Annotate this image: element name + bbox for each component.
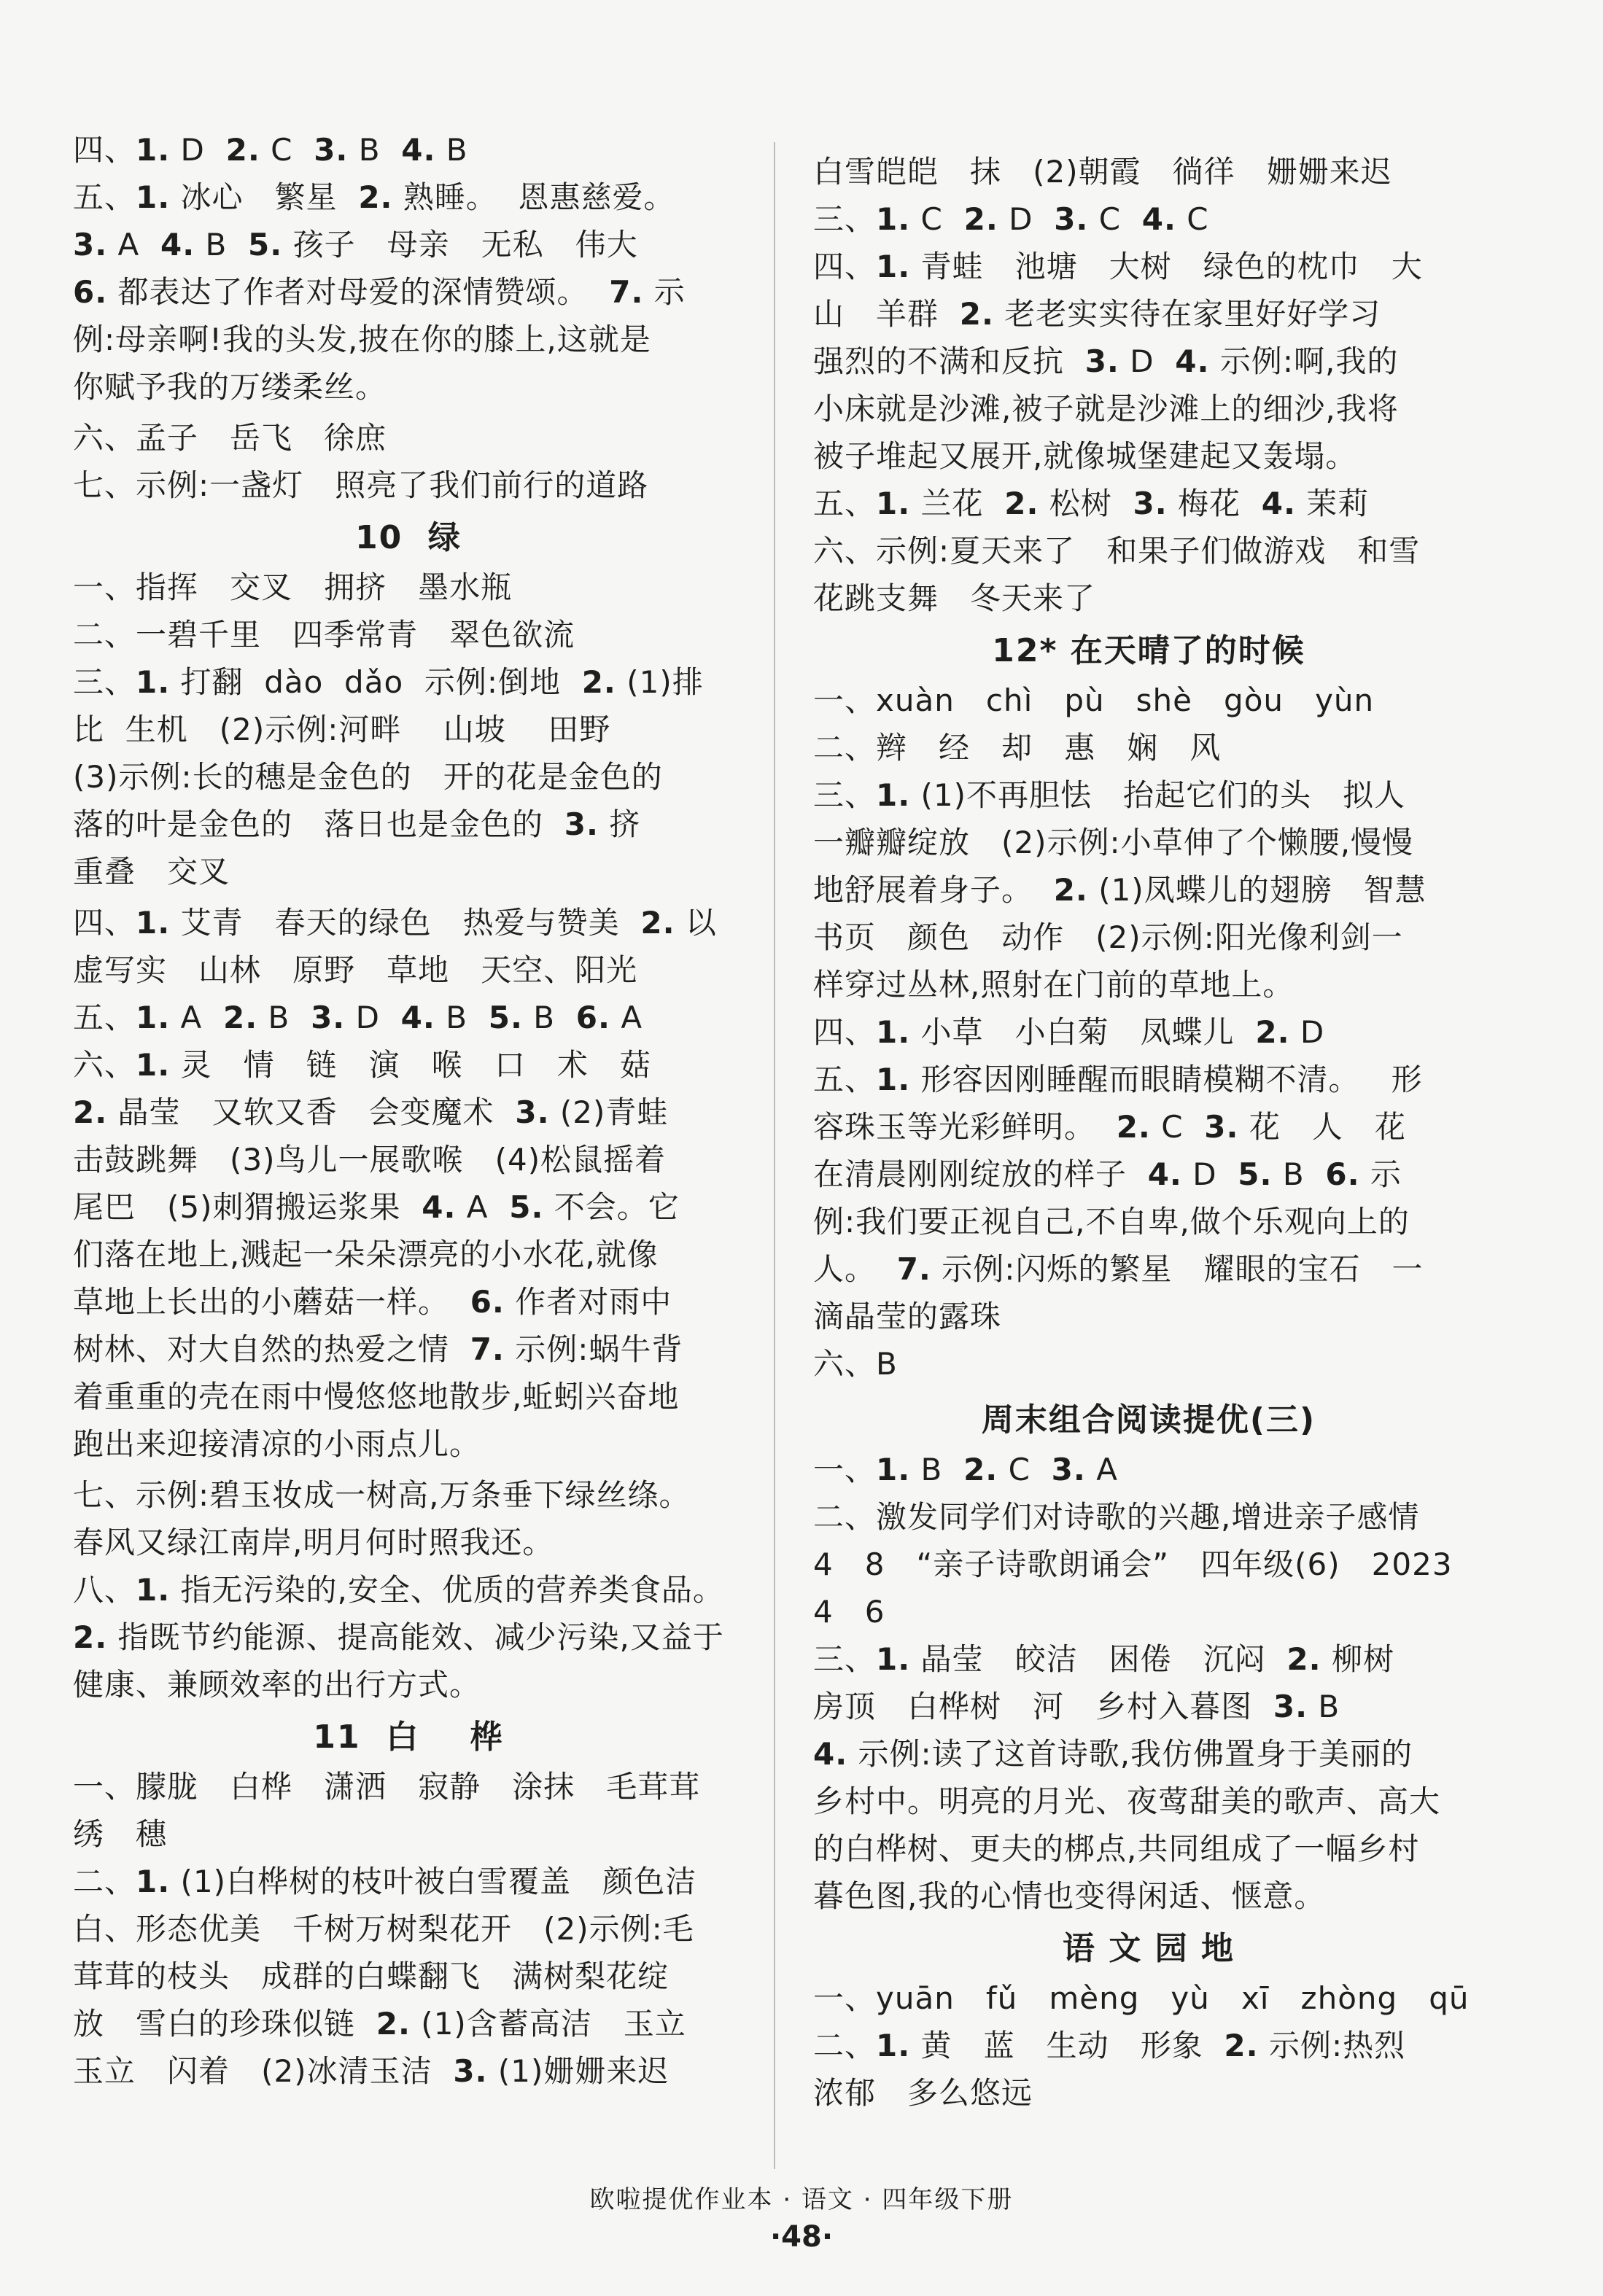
item-number: 2. bbox=[223, 1000, 258, 1035]
item-number: 3. bbox=[1051, 1452, 1086, 1487]
answer-text: 以 bbox=[675, 905, 717, 941]
answer-text: D bbox=[345, 1000, 401, 1035]
answer-line bbox=[813, 1012, 1324, 1053]
answer-text: 兰花 bbox=[910, 486, 1005, 521]
answer-line bbox=[813, 1876, 1325, 1917]
item-number: 1. bbox=[876, 486, 911, 521]
item-number: 4. bbox=[1175, 343, 1210, 379]
answer-line bbox=[813, 1686, 1340, 1727]
answer-line bbox=[73, 709, 610, 750]
answer-text: D bbox=[998, 201, 1055, 237]
item-number: 2. bbox=[963, 201, 998, 237]
answer-text: 你赋予我的万缕柔丝。 bbox=[73, 369, 387, 405]
answer-line bbox=[73, 1522, 554, 1563]
answer-text: 五、 bbox=[813, 1062, 877, 1097]
footer-book-title: 欧啦提优作业本 · 语文 · 四年级下册 bbox=[589, 2185, 1014, 2214]
answer-text: D bbox=[1181, 1156, 1238, 1192]
answer-line bbox=[73, 1282, 672, 1323]
answer-line bbox=[73, 1475, 691, 1516]
item-number: 2. bbox=[581, 664, 616, 700]
answer-line bbox=[73, 1617, 724, 1658]
answer-text: 一、yuān fǔ mèng yù xī zhòng qū bbox=[813, 1980, 1470, 2016]
answer-text: 三、 bbox=[813, 201, 877, 237]
item-number: 2. bbox=[959, 296, 994, 332]
item-number: 2. bbox=[1224, 2028, 1259, 2063]
answer-text: 书页 颜色 动作 (2)示例:阳光像利剑一 bbox=[813, 919, 1403, 955]
answer-text: 比 生机 (2)示例:河畔 山坡 田野 bbox=[73, 712, 611, 747]
answer-line bbox=[73, 1861, 696, 1902]
answer-text: B bbox=[1272, 1156, 1326, 1192]
item-number: 2. bbox=[376, 2006, 411, 2042]
answer-text: 重叠 交叉 bbox=[73, 854, 230, 890]
answer-text: 花 人 花 bbox=[1238, 1109, 1406, 1145]
answer-text: (1)含蓄高洁 玉立 bbox=[410, 2006, 686, 2042]
answer-line bbox=[813, 822, 1413, 863]
item-number: 1. bbox=[876, 2028, 911, 2063]
item-number: 1. bbox=[876, 1014, 911, 1050]
item-number: 2. bbox=[640, 905, 675, 941]
answer-line bbox=[73, 2004, 686, 2044]
answer-line bbox=[73, 567, 512, 608]
answer-text: 树林、对大自然的热爱之情 bbox=[73, 1331, 470, 1367]
answer-text: 六、B bbox=[813, 1346, 898, 1382]
answer-text: 山 羊群 bbox=[813, 296, 960, 332]
answer-text: 老老实实待在家里好好学习 bbox=[993, 296, 1381, 332]
answer-text: 示例:热烈 bbox=[1258, 2028, 1406, 2063]
item-number: 1. bbox=[136, 1000, 171, 1035]
answer-text: B bbox=[435, 132, 468, 168]
answer-text: B bbox=[910, 1452, 964, 1487]
item-number: 3. bbox=[515, 1094, 550, 1130]
item-number: 3. bbox=[564, 806, 599, 842]
item-number: 4. bbox=[401, 132, 436, 168]
item-number: 3. bbox=[1204, 1109, 1239, 1145]
answer-text: 容珠玉等光彩鲜明。 bbox=[813, 1109, 1117, 1145]
answer-text: 三、 bbox=[73, 664, 136, 700]
item-number: 3. bbox=[311, 1000, 346, 1035]
answer-text: C bbox=[910, 201, 964, 237]
answer-text: 小草 小白菊 凤蝶儿 bbox=[910, 1014, 1256, 1050]
answer-text: 都表达了作者对母爱的深情赞颂。 bbox=[107, 274, 610, 310]
answer-text: 落的叶是金色的 落日也是金色的 bbox=[73, 806, 564, 842]
answer-text: 强烈的不满和反抗 bbox=[813, 343, 1085, 379]
item-number: 2. bbox=[963, 1452, 998, 1487]
answer-text: 例:母亲啊!我的头发,披在你的膝上,这就是 bbox=[73, 322, 651, 357]
answer-line bbox=[813, 1344, 898, 1385]
answer-text: C bbox=[1176, 201, 1209, 237]
item-number: 1. bbox=[876, 201, 911, 237]
answer-text: 松树 bbox=[1039, 486, 1133, 521]
answer-line bbox=[813, 294, 1381, 335]
answer-line bbox=[813, 728, 1221, 768]
item-number: 2. bbox=[1053, 872, 1088, 908]
answer-line bbox=[813, 436, 1356, 477]
answer-line bbox=[813, 1059, 1423, 1100]
answer-line bbox=[813, 1592, 885, 1633]
answer-text: 绣 穗 bbox=[73, 1816, 168, 1852]
answer-line bbox=[73, 130, 468, 171]
answer-text: (1)不再胆怯 抬起它们的头 拟人 bbox=[910, 777, 1406, 813]
answer-line bbox=[73, 1956, 669, 1997]
answer-line bbox=[813, 341, 1398, 382]
answer-text: 的白桦树、更夫的梆点,共同组成了一幅乡村 bbox=[813, 1831, 1420, 1867]
answer-text: 四、 bbox=[73, 132, 136, 168]
answer-line bbox=[73, 1909, 694, 1950]
item-number: 2. bbox=[225, 132, 260, 168]
answer-text: 滴晶莹的露珠 bbox=[813, 1299, 1002, 1334]
answer-text: 白、形态优美 千树万树梨花开 (2)示例:毛 bbox=[73, 1911, 694, 1947]
item-number: 7. bbox=[609, 274, 644, 310]
section-heading: 12* 在天晴了的时候 bbox=[992, 632, 1305, 669]
item-number: 6. bbox=[470, 1284, 505, 1320]
answer-line bbox=[73, 1767, 700, 1807]
column-divider bbox=[774, 142, 775, 2169]
item-number: 1. bbox=[136, 664, 171, 700]
answer-line bbox=[73, 177, 675, 218]
answer-text: C bbox=[260, 132, 314, 168]
answer-line bbox=[73, 615, 575, 655]
answer-text: 春风又绿江南岸,明月何时照我还。 bbox=[73, 1525, 554, 1560]
answer-line bbox=[813, 1107, 1406, 1148]
item-number: 4. bbox=[1147, 1156, 1182, 1192]
answer-line bbox=[73, 225, 638, 265]
answer-text: (2)青蛙 bbox=[549, 1094, 669, 1130]
item-number: 7. bbox=[470, 1331, 505, 1367]
answer-text: 地舒展着身子。 bbox=[813, 872, 1054, 908]
answer-text: C bbox=[1150, 1109, 1205, 1145]
answer-line bbox=[813, 246, 1423, 287]
answer-line bbox=[73, 1570, 724, 1611]
answer-text: 二、 bbox=[73, 1864, 136, 1899]
answer-line bbox=[813, 1296, 1001, 1337]
answer-line bbox=[73, 418, 387, 459]
answer-text: 被子堆起又展开,就像城堡建起又轰塌。 bbox=[813, 438, 1357, 474]
answer-text: 健康、兼顾效率的出行方式。 bbox=[73, 1667, 481, 1702]
answer-line bbox=[73, 272, 686, 313]
answer-text: 花跳支舞 冬天来了 bbox=[813, 580, 1096, 616]
answer-text: 六、示例:夏天来了 和果子们做游戏 和雪 bbox=[813, 533, 1421, 569]
item-number: 4. bbox=[1261, 486, 1296, 521]
item-number: 4. bbox=[422, 1189, 457, 1225]
answer-text: B bbox=[435, 1000, 489, 1035]
answer-text: 一、指挥 交叉 拥挤 墨水瓶 bbox=[73, 569, 513, 605]
answer-text: 二、一碧千里 四季常青 翠色欲流 bbox=[73, 617, 575, 653]
answer-text: 在清晨刚刚绽放的样子 bbox=[813, 1156, 1148, 1192]
answer-line bbox=[813, 199, 1209, 240]
item-number: 3. bbox=[1084, 343, 1119, 379]
answer-text: 草地上长出的小蘑菇一样。 bbox=[73, 1284, 470, 1320]
answer-text: C bbox=[998, 1452, 1052, 1487]
answer-line bbox=[813, 578, 1095, 619]
answer-text: A bbox=[456, 1189, 510, 1225]
item-number: 2. bbox=[358, 179, 393, 215]
answer-text: B bbox=[257, 1000, 311, 1035]
answer-text: 一瓣瓣绽放 (2)示例:小草伸了个懒腰,慢慢 bbox=[813, 825, 1414, 860]
answer-text: 示例:啊,我的 bbox=[1209, 343, 1399, 379]
answer-text: (3)示例:长的穗是金色的 开的花是金色的 bbox=[73, 759, 663, 795]
answer-line bbox=[813, 1449, 1118, 1490]
answer-line bbox=[813, 1829, 1419, 1869]
item-number: 2. bbox=[1286, 1641, 1321, 1677]
answer-line bbox=[73, 852, 230, 892]
answer-text: 一、xuàn chì pù shè gòu yùn bbox=[813, 682, 1375, 718]
answer-text: 柳树 bbox=[1321, 1641, 1394, 1677]
answer-text: 示 bbox=[643, 274, 686, 310]
answer-line bbox=[73, 1814, 167, 1855]
answer-text: 茉莉 bbox=[1295, 486, 1370, 521]
answer-line bbox=[73, 1045, 651, 1086]
answer-text: 青蛙 池塘 大树 绿色的枕巾 大 bbox=[910, 249, 1423, 284]
answer-text: 乡村中。明亮的月光、夜莺甜美的歌声、高大 bbox=[813, 1783, 1441, 1819]
item-number: 2. bbox=[1255, 1014, 1290, 1050]
item-number: 1. bbox=[876, 777, 911, 813]
answer-line bbox=[73, 465, 648, 506]
answer-line bbox=[813, 483, 1369, 524]
answer-line bbox=[813, 680, 1374, 721]
answer-text: 二、 bbox=[813, 2028, 877, 2063]
section-heading: 10 绿 bbox=[355, 519, 462, 556]
item-number: 3. bbox=[73, 227, 108, 262]
answer-line bbox=[813, 917, 1403, 958]
answer-text: 玉立 闪着 (2)冰清玉洁 bbox=[73, 2053, 454, 2089]
answer-text: 4 8 “亲子诗歌朗诵会” 四年级(6) 2023 bbox=[813, 1546, 1453, 1582]
item-number: 2. bbox=[1004, 486, 1039, 521]
answer-line bbox=[73, 1187, 680, 1228]
item-number: 3. bbox=[1054, 201, 1089, 237]
answer-text: 晶莹 又软又香 会变魔术 bbox=[107, 1094, 516, 1130]
answer-line bbox=[73, 1665, 481, 1705]
section-heading: 11 白 桦 bbox=[313, 1719, 504, 1756]
answer-text: 示例:读了这首诗歌,我仿佛置身于美丽的 bbox=[847, 1736, 1413, 1772]
answer-text: 五、 bbox=[813, 486, 877, 521]
answer-text: A bbox=[170, 1000, 223, 1035]
answer-text: C bbox=[1088, 201, 1142, 237]
answer-line bbox=[73, 1234, 659, 1275]
item-number: 1. bbox=[876, 249, 911, 284]
answer-text: 六、孟子 岳飞 徐庶 bbox=[73, 420, 387, 456]
answer-line bbox=[73, 1140, 666, 1180]
answer-text: (1)姗姗来迟 bbox=[487, 2053, 669, 2089]
answer-text: 五、 bbox=[73, 1000, 136, 1035]
answer-text: 们落在地上,溅起一朵朵漂亮的小水花,就像 bbox=[73, 1237, 659, 1272]
answer-text: 孩子 母亲 无私 伟大 bbox=[282, 227, 638, 262]
answer-line bbox=[73, 950, 637, 991]
answer-text: 示 bbox=[1359, 1156, 1402, 1192]
item-number: 6. bbox=[1325, 1156, 1360, 1192]
answer-line bbox=[813, 1154, 1402, 1195]
item-number: 4. bbox=[160, 227, 195, 262]
answer-text: 熟睡。 恩惠慈爱。 bbox=[392, 179, 675, 215]
answer-text: 击鼓跳舞 (3)鸟儿一展歌喉 (4)松鼠摇着 bbox=[73, 1142, 667, 1178]
answer-text: 尾巴 (5)刺猬搬运浆果 bbox=[73, 1189, 422, 1225]
item-number: 5. bbox=[1238, 1156, 1273, 1192]
answer-text: D bbox=[1289, 1014, 1325, 1050]
item-number: 1. bbox=[876, 1062, 911, 1097]
answer-line bbox=[73, 804, 640, 845]
answer-text: D bbox=[1119, 343, 1176, 379]
answer-line bbox=[813, 531, 1420, 572]
item-number: 1. bbox=[136, 1047, 171, 1083]
answer-text: 4 6 bbox=[813, 1594, 885, 1630]
answer-text: 浓郁 多么悠远 bbox=[813, 2075, 1033, 2111]
answer-line bbox=[73, 367, 387, 408]
item-number: 6. bbox=[73, 274, 108, 310]
answer-text: 指既节约能源、提高能效、减少污染,又益于 bbox=[107, 1619, 724, 1655]
answer-text: (1)白桦树的枝叶被白雪覆盖 颜色洁 bbox=[170, 1864, 697, 1899]
item-number: 3. bbox=[453, 2053, 488, 2089]
item-number: 3. bbox=[314, 132, 349, 168]
answer-text: 七、示例:碧玉妆成一树高,万条垂下绿丝绦。 bbox=[73, 1477, 691, 1513]
answer-text: 八、 bbox=[73, 1572, 136, 1608]
answer-line bbox=[813, 1202, 1410, 1242]
answer-text: 房顶 白桦树 河 乡村入暮图 bbox=[813, 1689, 1273, 1724]
item-number: 1. bbox=[136, 179, 171, 215]
answer-text: 挤 bbox=[598, 806, 641, 842]
answer-text: 梅花 bbox=[1167, 486, 1262, 521]
item-number: 2. bbox=[1116, 1109, 1151, 1145]
answer-text: (1)凤蝶儿的翅膀 智慧 bbox=[1087, 872, 1427, 908]
answer-text: 一、 bbox=[813, 1452, 877, 1487]
answer-line bbox=[813, 1781, 1440, 1822]
section-heading: 周末组合阅读提优(三) bbox=[981, 1401, 1316, 1439]
item-number: 3. bbox=[1273, 1689, 1308, 1724]
answer-line bbox=[813, 1497, 1419, 1538]
answer-text: 五、 bbox=[73, 179, 136, 215]
answer-text: 示例:闪烁的繁星 耀眼的宝石 一 bbox=[931, 1251, 1424, 1287]
item-number: 3. bbox=[1133, 486, 1168, 521]
answer-text: 例:我们要正视自己,不自卑,做个乐观向上的 bbox=[813, 1204, 1410, 1240]
item-number: 1. bbox=[876, 1452, 911, 1487]
answer-text: 小床就是沙滩,被子就是沙滩上的细沙,我将 bbox=[813, 391, 1399, 427]
answer-text: D bbox=[170, 132, 226, 168]
answer-text: 四、 bbox=[73, 905, 136, 941]
section-heading: 语 文 园 地 bbox=[1063, 1930, 1235, 1967]
answer-line bbox=[813, 1734, 1413, 1775]
item-number: 2. bbox=[73, 1094, 108, 1130]
answer-text: 放 雪白的珍珠似链 bbox=[73, 2006, 376, 2042]
answer-text: 黄 蓝 生动 形象 bbox=[910, 2028, 1224, 2063]
answer-text: 二、辫 经 却 惠 娴 风 bbox=[813, 730, 1222, 766]
answer-line bbox=[813, 1639, 1394, 1680]
answer-text: 一、朦胧 白桦 潇洒 寂静 涂抹 毛茸茸 bbox=[73, 1769, 701, 1805]
answer-text: 形容因刚睡醒而眼睛模糊不清。 形 bbox=[910, 1062, 1423, 1097]
item-number: 5. bbox=[248, 227, 283, 262]
answer-line bbox=[73, 662, 704, 703]
item-number: 1. bbox=[136, 905, 171, 941]
answer-line bbox=[73, 1092, 668, 1133]
answer-text: 样穿过丛林,照射在门前的草地上。 bbox=[813, 967, 1295, 1003]
answer-text: 白雪皑皑 抹 (2)朝霞 徜徉 姗姗来迟 bbox=[813, 154, 1392, 190]
answer-text: A bbox=[610, 1000, 643, 1035]
answer-line bbox=[73, 1377, 679, 1417]
answer-text: (1)排 bbox=[616, 664, 704, 700]
answer-line bbox=[813, 2073, 1033, 2114]
answer-line bbox=[813, 1978, 1470, 2019]
answer-text: B bbox=[1308, 1689, 1340, 1724]
answer-text: 暮色图,我的心情也变得闲适、惬意。 bbox=[813, 1878, 1326, 1914]
answer-line bbox=[813, 152, 1392, 192]
answer-text: 茸茸的枝头 成群的白蝶翻飞 满树梨花绽 bbox=[73, 1958, 669, 1994]
item-number: 7. bbox=[896, 1251, 931, 1287]
answer-line bbox=[73, 1424, 481, 1465]
answer-line bbox=[73, 757, 663, 798]
answer-text: 三、 bbox=[813, 777, 877, 813]
answer-text: 三、 bbox=[813, 1641, 877, 1677]
answer-text: 艾青 春天的绿色 热爱与赞美 bbox=[170, 905, 641, 941]
answer-text: B bbox=[195, 227, 249, 262]
answer-line bbox=[813, 389, 1399, 429]
answer-line bbox=[813, 1249, 1424, 1290]
item-number: 5. bbox=[509, 1189, 544, 1225]
item-number: 4. bbox=[1141, 201, 1176, 237]
answer-line bbox=[73, 319, 651, 360]
answer-text: 作者对雨中 bbox=[504, 1284, 672, 1320]
answer-text: 灵 情 链 演 喉 口 术 菇 bbox=[170, 1047, 651, 1083]
answer-text: 四、 bbox=[813, 249, 877, 284]
answer-text: 二、激发同学们对诗歌的兴趣,增进亲子感情 bbox=[813, 1499, 1420, 1535]
answer-line bbox=[813, 1544, 1453, 1585]
answer-text: 晶莹 皎洁 困倦 沉闷 bbox=[910, 1641, 1287, 1677]
item-number: 4. bbox=[813, 1736, 848, 1772]
answer-text: 人。 bbox=[813, 1251, 897, 1287]
answer-text: 指无污染的,安全、优质的营养类食品。 bbox=[170, 1572, 724, 1608]
item-number: 4. bbox=[400, 1000, 435, 1035]
item-number: 2. bbox=[73, 1619, 108, 1655]
answer-line bbox=[73, 997, 643, 1038]
item-number: 1. bbox=[876, 1641, 911, 1677]
answer-text: A bbox=[1085, 1452, 1118, 1487]
answer-text: B bbox=[348, 132, 402, 168]
answer-text: 四、 bbox=[813, 1014, 877, 1050]
answer-text: 打翻 dào dǎo 示例:倒地 bbox=[170, 664, 582, 700]
answer-text: 不会。它 bbox=[543, 1189, 680, 1225]
answer-line bbox=[73, 1329, 683, 1370]
answer-text: 冰心 繁星 bbox=[170, 179, 359, 215]
answer-text: 跑出来迎接清凉的小雨点儿。 bbox=[73, 1426, 481, 1462]
answer-line bbox=[73, 2051, 669, 2092]
item-number: 1. bbox=[136, 1864, 171, 1899]
item-number: 1. bbox=[136, 1572, 171, 1608]
page-number: ·48· bbox=[769, 2220, 834, 2254]
answer-line bbox=[813, 775, 1405, 816]
answer-line bbox=[73, 903, 717, 943]
answer-text: 着重重的壳在雨中慢悠悠地散步,蚯蚓兴奋地 bbox=[73, 1379, 680, 1414]
answer-line bbox=[813, 870, 1427, 911]
answer-text: A bbox=[107, 227, 160, 262]
answer-line bbox=[813, 965, 1294, 1005]
answer-text: B bbox=[522, 1000, 576, 1035]
answer-text: 虚写实 山林 原野 草地 天空、阳光 bbox=[73, 952, 638, 988]
answer-text: 七、示例:一盏灯 照亮了我们前行的道路 bbox=[73, 467, 649, 503]
answer-text: 六、 bbox=[73, 1047, 136, 1083]
answer-text: 示例:蜗牛背 bbox=[504, 1331, 683, 1367]
item-number: 5. bbox=[488, 1000, 523, 1035]
item-number: 6. bbox=[575, 1000, 610, 1035]
item-number: 1. bbox=[136, 132, 171, 168]
answer-line bbox=[813, 2025, 1405, 2066]
